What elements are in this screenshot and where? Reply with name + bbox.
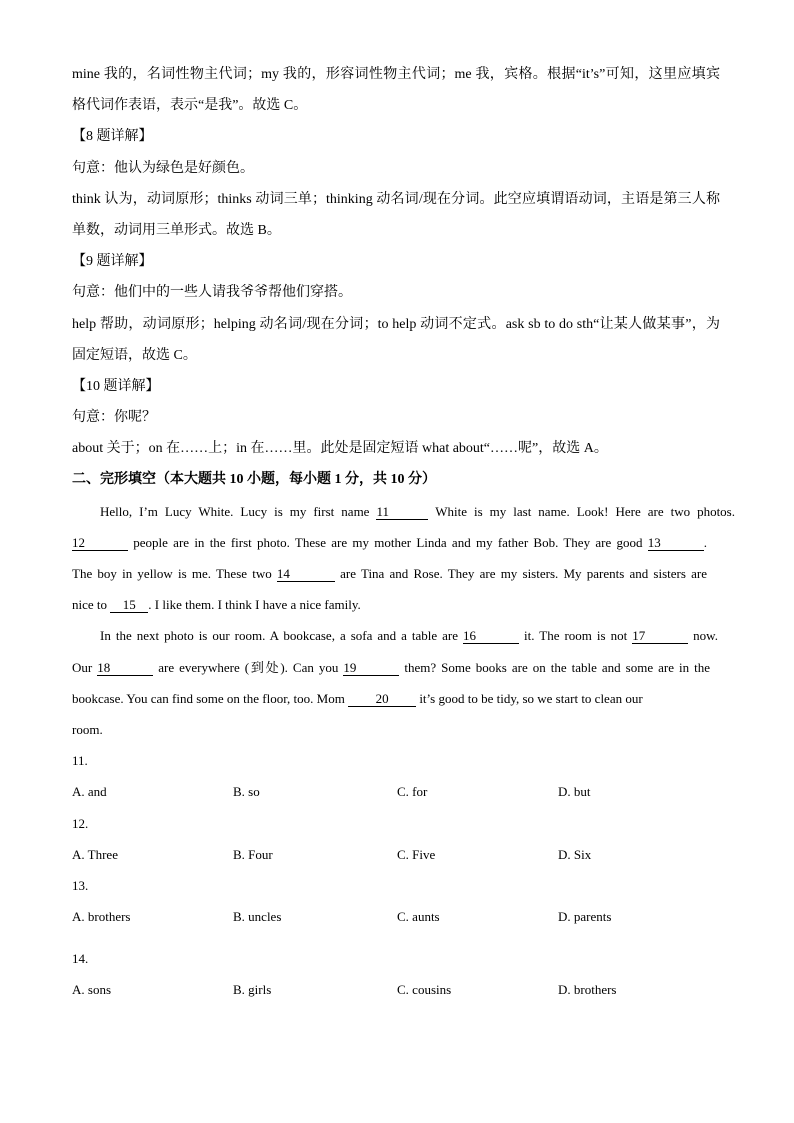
- q9-heading: 【9 题详解】: [72, 254, 153, 270]
- option-b: B. uncles: [233, 909, 282, 925]
- q9-sentence-meaning: 句意：他们中的一些人请我爷爷帮他们穿搭。: [72, 285, 352, 301]
- options-row: [72, 974, 720, 1005]
- passage-text: . I like them. I think I have a nice family.: [148, 597, 361, 613]
- passage-text: are Tina and Rose. They are my sisters. My parents and sisters are: [334, 566, 707, 581]
- blank-20: 20: [348, 692, 416, 707]
- blank-12: 12: [72, 536, 128, 551]
- blank-14: 14: [277, 567, 335, 582]
- option-a: A. sons: [72, 982, 112, 998]
- q10-heading: 【10 题详解】: [72, 378, 160, 394]
- q8-analysis-line: think 认为，动词原形；thinks 动词三单；thinking 动名词/现在分词。此空应填谓语动词，主语是第三人称: [72, 191, 720, 207]
- option-c: C. Five: [397, 846, 436, 862]
- passage-text: them? Some books are on the table and some are in the: [399, 659, 710, 675]
- option-b: B. so: [233, 784, 260, 800]
- options-row: [72, 839, 720, 870]
- q8-analysis-line: 单数，动词用三单形式。故选 B。: [72, 222, 281, 238]
- option-d: D. but: [558, 784, 591, 800]
- blank-18: 18: [97, 661, 153, 676]
- passage-line: [72, 589, 720, 620]
- passage-text: In the next photo is our room. A bookcase, a sofa and a table are: [100, 628, 464, 644]
- passage-text: The boy in yellow is me. These two: [72, 566, 277, 581]
- option-d: D. parents: [558, 909, 612, 925]
- blank-17: 17: [632, 629, 688, 644]
- option-d: D. brothers: [558, 982, 617, 998]
- passage-text: nice to: [72, 597, 111, 613]
- passage-text: .: [703, 534, 707, 550]
- passage-text: White is my last name. Look! Here are two photos.: [428, 503, 735, 519]
- section-title: 二、完形填空（本大题共 10 小题，每小题 1 分，共 10 分）: [72, 472, 436, 488]
- passage-text: bookcase. You can find some on the floor, too. Mom: [72, 690, 349, 706]
- options-row: [72, 776, 720, 807]
- passage-line: [72, 558, 707, 589]
- passage-text: are everywhere (到处). Can you: [153, 659, 344, 675]
- option-a: A. brothers: [72, 909, 131, 925]
- passage-text: Our: [72, 659, 98, 675]
- blank-19: 19: [343, 661, 399, 676]
- blank-13: 13: [648, 536, 704, 551]
- option-c: C. cousins: [397, 982, 452, 998]
- option-a: A. and: [72, 784, 107, 800]
- q8-sentence-meaning: 句意：他认为绿色是好颜色。: [72, 160, 254, 176]
- options-row: [72, 901, 720, 932]
- passage-text: Hello, I’m Lucy White. Lucy is my first name: [100, 503, 377, 519]
- option-a: A. Three: [72, 846, 118, 862]
- blank-16: 16: [463, 629, 519, 644]
- blank-11: 11: [376, 505, 428, 520]
- passage-text: now.: [688, 628, 718, 644]
- q9-analysis-line: help 帮助，动词原形；helping 动名词/现在分词；to help 动词不定式。ask sb to do sth“让某人做某事”，为: [72, 316, 720, 332]
- passage-text: it’s good to be tidy, so we start to clean our: [416, 690, 643, 706]
- question-number: 12.: [72, 815, 89, 831]
- passage-line: [72, 683, 720, 714]
- passage-text: people are in the first photo. These are my mother Linda and my father Bob. They are good: [128, 534, 648, 550]
- passage-line: [72, 527, 707, 558]
- q10-sentence-meaning: 句意：你呢？: [72, 410, 156, 426]
- question-number: 13.: [72, 877, 89, 893]
- option-c: C. for: [397, 784, 428, 800]
- q7-explanation-line: mine 我的，名词性物主代词；my 我的，形容词性物主代词；me 我，宾格。根据“it’s”可知，这里应填宾: [72, 67, 720, 82]
- blank-15: 15: [110, 598, 148, 613]
- q8-heading: 【8 题详解】: [72, 129, 153, 145]
- option-b: B. girls: [233, 982, 272, 998]
- passage-line: [72, 496, 735, 527]
- passage-line: [72, 620, 718, 651]
- passage-text: it. The room is not: [519, 628, 633, 644]
- q7-explanation-line: 格代词作表语，表示“是我”。故选 C。: [72, 98, 308, 114]
- question-number: 14.: [72, 951, 89, 967]
- page-content: [72, 59, 735, 1006]
- q9-analysis-line: 固定短语，故选 C。: [72, 347, 197, 363]
- passage-text: room.: [72, 721, 103, 737]
- option-d: D. Six: [558, 846, 592, 862]
- option-c: C. aunts: [397, 909, 440, 925]
- option-b: B. Four: [233, 846, 273, 862]
- question-number: 11.: [72, 753, 88, 769]
- q10-analysis-line: about 关于；on 在……上；in 在……里。此处是固定短语 what about“……呢”，故选 A。: [72, 441, 608, 457]
- passage-line: [72, 652, 710, 683]
- passage-line: [72, 714, 720, 745]
